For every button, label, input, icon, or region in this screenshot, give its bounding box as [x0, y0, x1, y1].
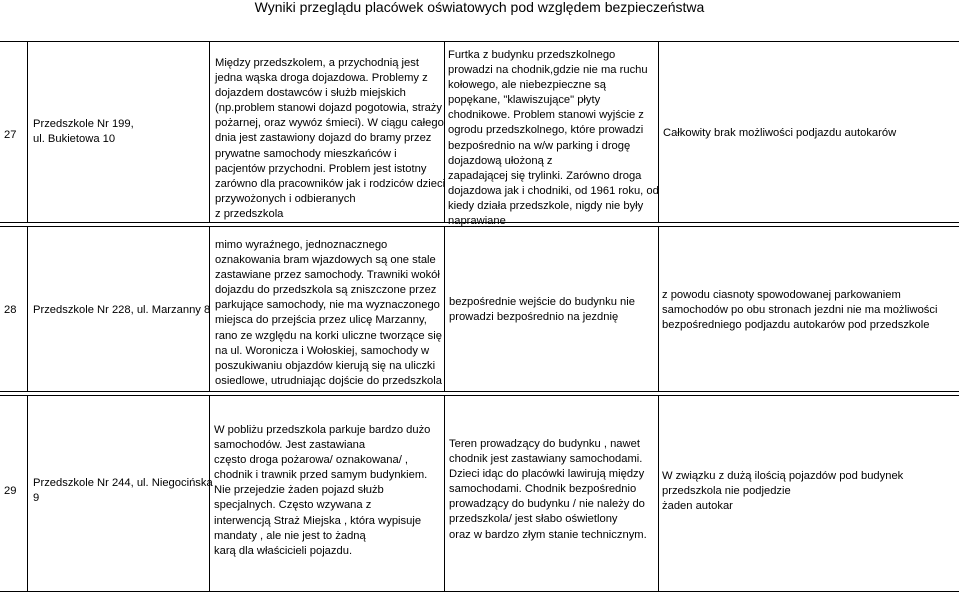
text-line: zapadającej się trylinki. Zarówno droga: [448, 169, 642, 182]
text-line: dojazdem dostawców i służb miejskich: [215, 87, 406, 100]
buses-28: [662, 288, 937, 333]
row-number: 29: [4, 485, 17, 497]
text-line: Furtka z budynku przedszkolnego: [448, 49, 616, 61]
text-line: samochodów. Jest zastawiana: [214, 439, 366, 452]
column-divider: [658, 226, 659, 391]
column-divider: [444, 226, 445, 391]
text-line: prywatne samochody mieszkańców i: [215, 147, 397, 160]
column-divider: [658, 395, 659, 591]
table-border-bottom: [0, 591, 959, 592]
text-line: z powodu ciasnoty spowodowanej parkowaniem: [662, 289, 901, 301]
text-line: jedna wąska droga dojazdowa. Problemy z: [215, 72, 428, 85]
text-line: oznakowania bram wjazdowych są one stale: [215, 254, 436, 267]
text-line: pacjentów przychodni. Problem jest istotny: [215, 162, 427, 175]
text-line: często droga pożarowa/ oznakowana/ ,: [214, 454, 409, 467]
text-line: prowadzi na chodnik,gdzie nie ma ruchu: [448, 64, 648, 77]
text-line: oraz w bardzo złym stanie technicznym.: [449, 528, 647, 541]
description-28: [215, 238, 442, 389]
text-line: samochodów po obu stronach jezdni nie ma możliwości: [662, 304, 938, 317]
text-line: przywożonych i odbieranych: [215, 192, 356, 205]
entrance-29: [449, 437, 647, 543]
text-line: bezpośrednio na w/w parking i drogę: [448, 139, 631, 152]
text-line: żaden autokar: [662, 500, 733, 513]
text-line: interwencją Straż Miejska , która wypisuje: [214, 514, 422, 527]
buses-29: [662, 469, 903, 514]
text-line: prowadzący do budynku / nie należy do: [449, 498, 645, 511]
text-line: chodnikowe. Problem stanowi wyjście z: [448, 109, 644, 122]
page-title: Wyniki przeglądu placówek oświatowych pod względem bezpieczeństwa: [254, 0, 705, 15]
text-line: zastawiane przez samochody. Trawniki wokół: [215, 269, 440, 282]
text-line: bezpośredniego podjazdu autokarów pod przedszkole: [662, 319, 930, 332]
text-line: przedszkola nie podjedzie: [662, 485, 791, 498]
text-line: rano ze względu na korki uliczne tworzące się: [215, 329, 442, 342]
text-line: 9: [33, 492, 40, 505]
table-border-top: [0, 41, 959, 42]
row-number-29: [4, 484, 16, 499]
text-line: W związku z dużą ilością pojazdów pod budynek: [662, 470, 904, 482]
text-line: karą dla właścicieli pojazdu.: [214, 544, 353, 557]
text-line: osiedlowe, utrudniając dojście do przedszkola: [215, 374, 442, 387]
school-address-27: [33, 117, 134, 147]
column-divider: [27, 226, 28, 391]
text-line: miejsca do przejścia przez ulicę Marzanny,: [215, 314, 427, 327]
description-27: [215, 56, 445, 222]
column-divider: [444, 395, 445, 591]
text-line: chodnik i trawnik przed samym budynkiem.: [214, 469, 428, 482]
text-line: specjalnych. Często wzywana z: [214, 499, 372, 512]
text-line: kiedy działa przedszkole, nigdy nie były: [448, 199, 644, 212]
buses-27: [663, 126, 896, 141]
row-number: 28: [4, 304, 17, 316]
text-line: Dzieci idąc do placówki lawirują między: [449, 468, 645, 481]
text-line: Przedszkole Nr 199,: [33, 118, 134, 130]
row-number: 27: [4, 129, 17, 141]
text-line: zarówno dla pracowników jak i rodziców dzieci: [215, 177, 446, 190]
text-line: popękane, "klawiszujące" płyty: [448, 94, 601, 107]
row-border-29-top: [0, 395, 959, 396]
text-line: Przedszkole Nr 228, ul. Marzanny 8: [33, 304, 211, 316]
text-line: pożarnej, oraz wywóz śmieci). W ciągu całego: [215, 117, 444, 130]
text-line: dojazdu do przedszkola są zniszczone przez: [215, 284, 437, 297]
text-line: przedszkola/ jest słabo oświetlony: [449, 513, 618, 526]
text-line: dojazdowa jak i chodniki, od 1961 roku, od: [448, 184, 659, 197]
school-address-28: [33, 303, 210, 318]
text-line: ogrodu przedszkolnego, które prowadzi: [448, 124, 644, 137]
description-29: [214, 423, 430, 559]
text-line: z przedszkola: [215, 207, 284, 220]
column-divider: [27, 395, 28, 591]
column-divider: [209, 41, 210, 222]
entrance-28: [449, 295, 635, 325]
text-line: dojazdową ułożoną z: [448, 154, 553, 167]
text-line: Między przedszkolem, a przychodnią jest: [215, 57, 419, 69]
text-line: Teren prowadzący do budynku , nawet: [449, 438, 640, 450]
text-line: ul. Bukietowa 10: [33, 133, 116, 146]
text-line: W pobliżu przedszkola parkuje bardzo dużo: [214, 424, 431, 436]
text-line: na ul. Woronicza i Wołoskiej, samochody w: [215, 344, 430, 357]
text-line: prowadzi bezpośrednio na jezdnię: [449, 311, 619, 324]
text-line: naprawiane: [448, 215, 506, 228]
column-divider: [27, 41, 28, 222]
text-line: poszukiwaniu objazdów kierują się na uliczki: [215, 359, 436, 372]
text-line: samochodami. Chodnik bezpośrednio: [449, 483, 637, 496]
text-line: Przedszkole Nr 244, ul. Niegocińska: [33, 477, 213, 489]
row-number-28: [4, 303, 16, 318]
text-line: (np.problem stanowi dojazd pogotowia, straży: [215, 102, 442, 115]
text-line: chodnik jest zastawiany samochodami.: [449, 453, 643, 466]
text-line: dnia jest zastawiony dojazd do bramy przez: [215, 132, 432, 145]
school-address-29: [33, 476, 213, 506]
text-line: parkujące samochody, nie ma wyznaczonego: [215, 299, 440, 312]
entrance-27: [448, 48, 659, 229]
text-line: Całkowity brak możliwości podjazdu autokarów: [663, 127, 897, 139]
text-line: Nie przejedzie żaden pojazd służb: [214, 484, 384, 497]
row-border-28-bottom: [0, 391, 959, 392]
row-number-27: [4, 128, 16, 143]
text-line: kołowego, ale niebezpieczne są: [448, 79, 606, 92]
text-line: bezpośrednie wejście do budynku nie: [449, 296, 635, 308]
text-line: mimo wyraźnego, jednoznacznego: [215, 239, 388, 251]
text-line: mandaty , ale nie jest to żadną: [214, 529, 366, 542]
